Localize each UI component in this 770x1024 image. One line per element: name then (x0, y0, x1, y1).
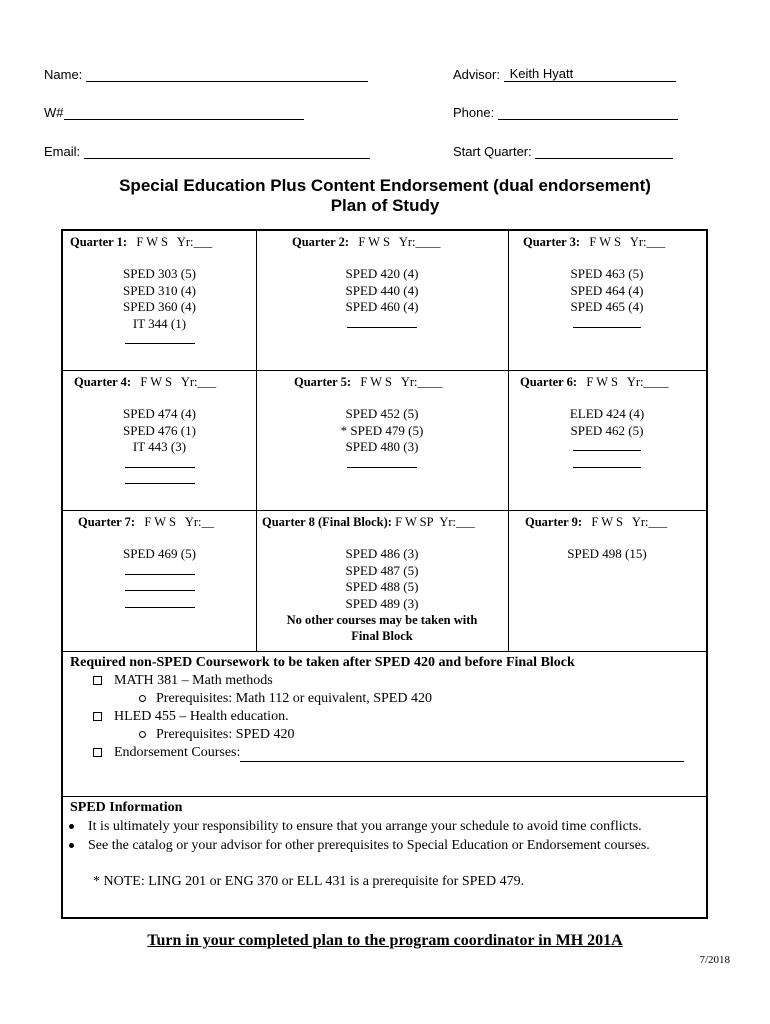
quarter-4-courses (63, 406, 256, 489)
w-number-input-line[interactable] (64, 105, 304, 120)
math-prereq-item (139, 690, 432, 708)
course: SPED 310 (4) (123, 282, 196, 298)
course: SPED 476 (1) (123, 422, 196, 438)
revision-date: 7/2018 (699, 954, 730, 966)
course: SPED 498 (15) (567, 546, 647, 561)
sped-info-text-2: See the catalog or your advisor for other prerequisites to Special Education or Endorsement courses. (88, 838, 650, 853)
sped-info-bullet-1 (69, 818, 642, 836)
final-block-note-line1: No other courses may be taken with (286, 613, 478, 627)
advisor-input-line[interactable] (504, 67, 676, 82)
hled-prereq-item (139, 726, 294, 744)
course-blank[interactable] (573, 318, 641, 328)
plan-of-study-table (61, 229, 708, 919)
w-number-label: W# (44, 105, 64, 120)
hled-label: HLED 455 – Health education. (114, 709, 289, 724)
course: SPED 480 (3) (345, 439, 419, 454)
course: SPED 303 (5) (123, 266, 196, 281)
email-label: Email: (44, 144, 81, 159)
course: * SPED 479 (5) (340, 422, 424, 438)
quarter-6-header: Quarter 6: F W S Yr:____ (520, 375, 669, 389)
sped-info-heading: SPED Information (70, 800, 183, 815)
quarter-7-courses (63, 546, 256, 612)
course: SPED 463 (5) (570, 266, 644, 281)
advisor-value: Keith Hyatt (509, 66, 574, 81)
final-block-note-line2: Final Block (351, 629, 413, 643)
bullet-icon (69, 843, 74, 848)
course: SPED 464 (4) (570, 282, 644, 298)
page-subtitle: Plan of Study (330, 196, 440, 215)
quarter-2-header: Quarter 2: F W S Yr:____ (292, 235, 441, 249)
course: SPED 460 (4) (345, 299, 419, 314)
quarter-7-header: Quarter 7: F W S Yr:__ (78, 515, 215, 529)
sped-479-note: * NOTE: LING 201 or ENG 370 or ELL 431 is a prerequisite for SPED 479. (93, 874, 525, 889)
phone-label: Phone: (453, 105, 495, 120)
course-blank[interactable] (125, 474, 195, 484)
quarter-4-header: Quarter 4: F W S Yr:___ (74, 375, 217, 389)
checkbox-icon[interactable] (93, 712, 102, 721)
course-blank[interactable] (125, 581, 195, 591)
phone-field[interactable] (453, 105, 678, 120)
phone-input-line[interactable] (498, 105, 678, 120)
course-blank[interactable] (573, 441, 641, 451)
circle-bullet-icon (139, 731, 146, 738)
course: SPED 465 (4) (570, 299, 644, 314)
advisor-label: Advisor: (453, 67, 500, 82)
course-blank[interactable] (347, 458, 417, 468)
course: SPED 360 (4) (123, 299, 196, 314)
course: SPED 489 (3) (345, 595, 419, 611)
quarter-3-header: Quarter 3: F W S Yr:___ (523, 235, 666, 249)
course: IT 443 (3) (132, 439, 187, 454)
course: SPED 469 (5) (123, 546, 196, 561)
quarter-3-courses (508, 266, 706, 332)
required-heading: Required non-SPED Coursework to be taken after SPED 420 and before Final Block (70, 655, 575, 670)
quarter-8-header: Quarter 8 (Final Block): F W SP Yr:___ (262, 515, 475, 529)
quarter-1-header: Quarter 1: F W S Yr:___ (70, 235, 213, 249)
quarter-1-courses (63, 266, 256, 349)
endorsement-input-line[interactable] (240, 749, 684, 762)
required-coursework-section (63, 651, 706, 796)
sped-info-bullet-2 (69, 837, 650, 855)
checkbox-icon[interactable] (93, 676, 102, 685)
course: SPED 452 (5) (345, 406, 419, 421)
course-blank[interactable] (125, 458, 195, 468)
page-title: Special Education Plus Content Endorsement (dual endorsement) (119, 176, 651, 195)
course: SPED 474 (4) (123, 406, 196, 421)
quarter-6-courses (508, 406, 706, 472)
hled-item (93, 708, 289, 726)
quarter-8-courses (256, 546, 508, 644)
course: IT 344 (1) (132, 315, 187, 331)
w-number-field[interactable] (44, 105, 304, 120)
email-field[interactable] (44, 144, 370, 159)
grid-line (63, 370, 706, 371)
quarter-9-header: Quarter 9: F W S Yr:___ (525, 515, 668, 529)
start-quarter-input-line[interactable] (535, 144, 673, 159)
course: SPED 486 (3) (345, 546, 419, 561)
email-input-line[interactable] (84, 144, 370, 159)
quarter-2-courses (256, 266, 508, 332)
checkbox-icon[interactable] (93, 748, 102, 757)
course: SPED 420 (4) (345, 266, 419, 281)
endorsement-label: Endorsement Courses: (114, 745, 241, 760)
quarter-5-header: Quarter 5: F W S Yr:____ (294, 375, 443, 389)
math-prereq-label: Prerequisites: Math 112 or equivalent, SPED 420 (156, 691, 432, 706)
name-field[interactable] (44, 67, 368, 82)
endorsement-item (93, 744, 684, 762)
course-blank[interactable] (573, 458, 641, 468)
course: ELED 424 (4) (569, 406, 645, 421)
name-label: Name: (44, 67, 83, 82)
sped-info-text-1: It is ultimately your responsibility to ensure that you arrange your schedule to avoid time conflicts. (88, 819, 642, 834)
sped-information-section (63, 796, 706, 917)
course: SPED 488 (5) (345, 579, 419, 594)
math-item (93, 672, 273, 690)
start-quarter-label: Start Quarter: (453, 144, 532, 159)
bullet-icon (69, 824, 74, 829)
course-blank[interactable] (125, 598, 195, 608)
grid-line (63, 510, 706, 511)
start-quarter-field[interactable] (453, 144, 673, 159)
math-label: MATH 381 – Math methods (114, 673, 273, 688)
course: SPED 440 (4) (345, 282, 419, 298)
course-blank[interactable] (125, 334, 195, 344)
hled-prereq-label: Prerequisites: SPED 420 (156, 727, 295, 742)
quarter-5-courses (256, 406, 508, 472)
name-input-line[interactable] (86, 67, 368, 82)
circle-bullet-icon (139, 695, 146, 702)
course: SPED 462 (5) (570, 422, 644, 438)
submission-instruction: Turn in your completed plan to the program coordinator in MH 201A (147, 932, 623, 949)
quarter-9-courses (508, 546, 706, 563)
course-blank[interactable] (125, 565, 195, 575)
course-blank[interactable] (347, 318, 417, 328)
advisor-field[interactable] (453, 67, 676, 82)
course: SPED 487 (5) (345, 562, 419, 578)
